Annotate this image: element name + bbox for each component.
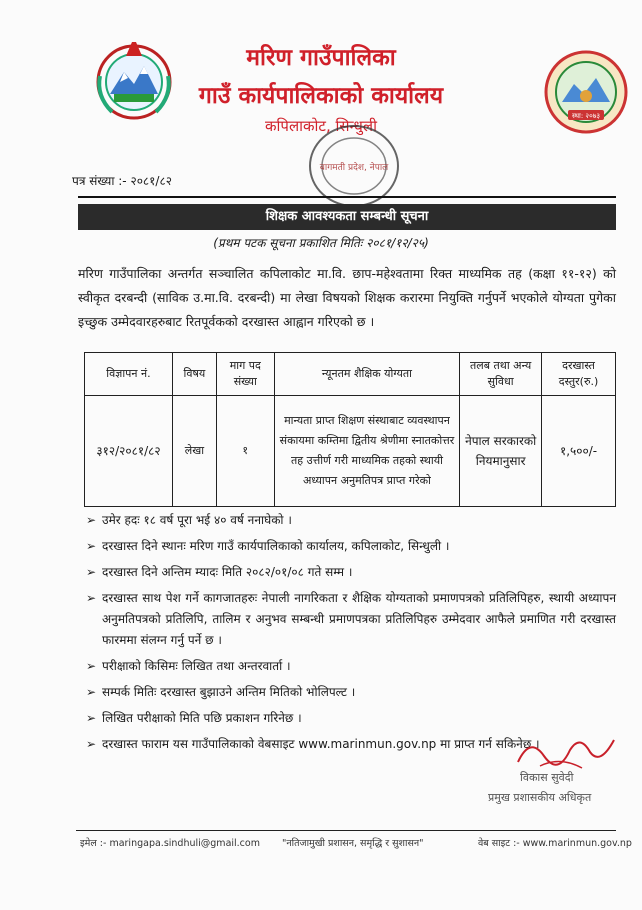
signatory-name: विकास सुवेदी bbox=[520, 771, 574, 784]
column-header: तलब तथा अन्य सुविधा bbox=[460, 353, 542, 396]
footer-website: वेब साइट :- www.marinmun.gov.np bbox=[478, 838, 632, 849]
column-header: विज्ञापन नं. bbox=[85, 353, 173, 396]
list-item: ➢ लिखित परीक्षाको मिति पछि प्रकाशन गरिनेछ । bbox=[86, 708, 616, 729]
arrow-bullet-icon: ➢ bbox=[86, 711, 97, 725]
footer-divider bbox=[76, 830, 616, 831]
list-item: ➢ दरखास्त दिने अन्तिम म्यादः मिति २०८२/०१/०८ गते सम्म । bbox=[86, 562, 616, 583]
office-name: गाउँ कार्यपालिकाको कार्यालय bbox=[198, 83, 444, 109]
publication-date-note: (प्रथम पटक सूचना प्रकाशित मितिः २०८१/१२/२५) bbox=[213, 236, 429, 250]
handwritten-signature-icon bbox=[510, 726, 620, 776]
footer-email: इमेल :- maringapa.sindhuli@gmail.com bbox=[80, 838, 260, 849]
column-header: दरखास्त दस्तुर(रु.) bbox=[542, 353, 616, 396]
qualification-cell: मान्यता प्राप्त शिक्षण संस्थाबाट व्यवस्थापन संकायमा कम्तिमा द्वितीय श्रेणीमा स्नातकोत्तर तह उत्तीर्ण गरी माध्यमिक तहको स्थायी अध्यापन अनुमतिपत्र प्राप्त गरेको bbox=[274, 396, 459, 507]
list-item: ➢ उमेर हदः १८ वर्ष पूरा भई ४० वर्ष ननाघेको । bbox=[86, 510, 616, 531]
table-header-row bbox=[85, 353, 616, 396]
table-row bbox=[85, 396, 616, 507]
arrow-bullet-icon: ➢ bbox=[86, 513, 97, 527]
column-header: माग पद संख्या bbox=[216, 353, 274, 396]
subject-cell: लेखा bbox=[172, 396, 216, 507]
signatory-title: प्रमुख प्रशासकीय अधिकृत bbox=[488, 791, 592, 804]
list-item: ➢ परीक्षाको किसिमः लिखित तथा अन्तरवार्ता । bbox=[86, 656, 616, 677]
list-item: ➢ सम्पर्क मितिः दरखास्त बुझाउने अन्तिम मितिको भोलिपल्ट । bbox=[86, 682, 616, 703]
column-header: विषय bbox=[172, 353, 216, 396]
list-item: ➢ दरखास्त साथ पेश गर्ने कागजातहरुः नेपाली नागरिकता र शैक्षिक योग्यताको प्रमाणपत्रको प्रतिलिपिहरु, स्थायी अध्यापन अनुमतिपत्रको प्रतिलिपि, तालिम र अनुभव सम्बन्धी प्रमाणपत्रका प्रतिलिपिहरु उम्मेदवार आफैले प्रमाणित गरी दरखास्त फारममा संलग्न गर्नु पर्ने छ । bbox=[86, 588, 616, 651]
logo-established-text: स्था: २०७३ bbox=[571, 112, 601, 120]
municipality-name: मरिण गाउँपालिका bbox=[246, 45, 396, 71]
column-header: न्यूनतम शैक्षिक योग्यता bbox=[274, 353, 459, 396]
header-divider bbox=[78, 196, 616, 198]
footer-slogan: "नतिजामुखी प्रशासन, समृद्धि र सुशासन" bbox=[282, 838, 424, 849]
arrow-bullet-icon: ➢ bbox=[86, 591, 97, 605]
salary-cell: नेपाल सरकारको नियमानुसार bbox=[460, 396, 542, 507]
notice-title: शिक्षक आवश्यकता सम्बन्धी सूचना bbox=[78, 204, 616, 230]
arrow-bullet-icon: ➢ bbox=[86, 539, 97, 553]
list-item: ➢ दरखास्त दिने स्थानः मरिण गाउँ कार्यपालिकाको कार्यालय, कपिलाकोट, सिन्धुली । bbox=[86, 536, 616, 557]
post-count-cell: १ bbox=[216, 396, 274, 507]
arrow-bullet-icon: ➢ bbox=[86, 565, 97, 579]
stamp-text: बागमती प्रदेश, नेपाल bbox=[319, 163, 389, 173]
arrow-bullet-icon: ➢ bbox=[86, 685, 97, 699]
notice-intro-paragraph: मरिण गाउँपालिका अन्तर्गत सञ्चालित कपिलाकोट मा.वि. छाप-महेश्वतामा रिक्त माध्यमिक तह (कक्षा ११-१२) को स्वीकृत दरबन्दी (साविक उ.मा.वि. दरबन्दी) मा लेखा विषयको शिक्षक करारमा नियुक्ति गर्नुपर्ने भएकोले योग्यता पुगेका इच्छुक उम्मेदवारहरुबाट रितपूर्वकको दरखास्त आह्वान गरिएको छ । bbox=[78, 266, 616, 329]
list-item: ➢ दरखास्त फाराम यस गाउँपालिकाको वेबसाइट www.marinmun.gov.np मा प्राप्त गर्न सकिनेछ । bbox=[86, 734, 616, 755]
vacancy-table bbox=[84, 352, 616, 507]
fee-cell: १,५००/- bbox=[542, 396, 616, 507]
office-address: कपिलाकोट, सिन्धुली bbox=[265, 117, 377, 135]
notice-conditions-list bbox=[86, 510, 616, 760]
letter-number: पत्र संख्या :- २०८१/८२ bbox=[72, 174, 172, 188]
advertisement-number-cell: ३१२/२०८१/८२ bbox=[85, 396, 173, 507]
arrow-bullet-icon: ➢ bbox=[86, 737, 97, 751]
arrow-bullet-icon: ➢ bbox=[86, 659, 97, 673]
office-stamp-icon bbox=[300, 118, 408, 214]
